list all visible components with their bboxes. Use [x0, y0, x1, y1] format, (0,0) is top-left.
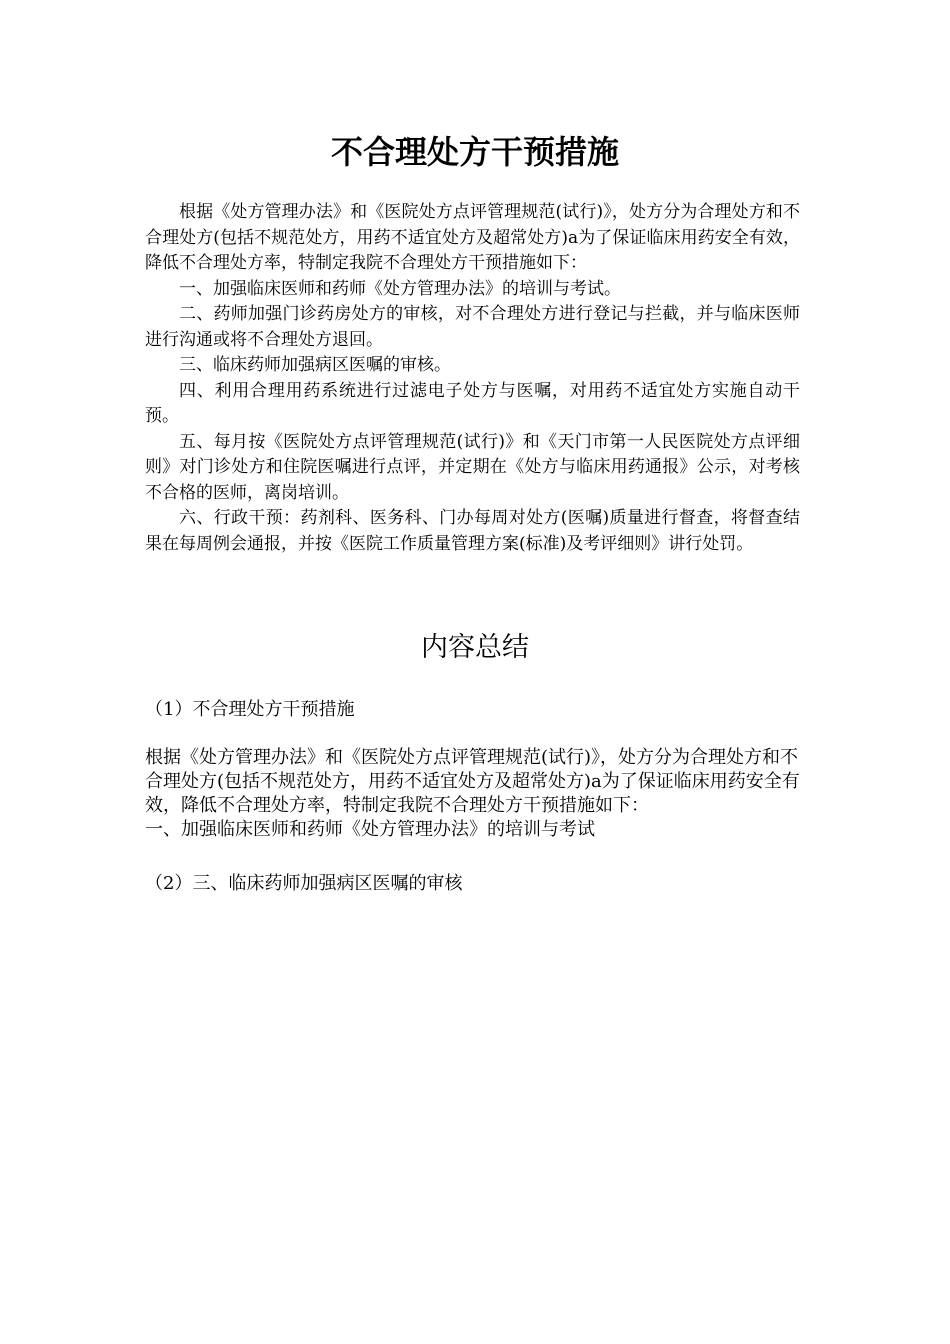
- summary-title: 内容总结: [421, 632, 529, 663]
- document-body: [145, 200, 800, 557]
- measure-paragraph-4: 四、利用合理用药系统进行过滤电子处方与医嘱，对用药不适宜处方实施自动干预。: [145, 380, 800, 426]
- summary-text-line-1: 根据《处方管理办法》和《医院处方点评管理规范(试行)》，处方分为合理处方和不合理处方(包括不规范处方，用药不适宜处方及超常处方)a为了保证临床用药安全有效，降低不合理处方率，特制定我院不合理处方干预措施如下：: [145, 747, 800, 816]
- measure-paragraph-6: 六、行政干预：药剂科、医务科、门办每周对处方(医嘱)质量进行督查，将督查结果在每周例会通报，并按《医院工作质量管理方案(标准)及考评细则》讲行处罚。: [145, 508, 800, 554]
- summary-item-2: [145, 872, 805, 896]
- summary-item-2-text: （2）三、临床药师加强病区医嘱的审核: [145, 873, 463, 894]
- measure-paragraph-2: 二、药师加强门诊药房处方的审核，对不合理处方进行登记与拦截，并与临床医师进行沟通或将不合理处方退回。: [145, 304, 800, 350]
- summary-item-1-text: （1）不合理处方干预措施: [145, 699, 355, 720]
- summary-text-line-2: 一、加强临床医师和药师《处方管理办法》的培训与考试: [145, 819, 595, 840]
- summary-text: [145, 746, 805, 842]
- measure-paragraph-3: 三、临床药师加强病区医嘱的审核。: [179, 355, 451, 375]
- measure-paragraph-1: 一、加强临床医师和药师《处方管理办法》的培训与考试。: [179, 278, 621, 299]
- document-title: 不合理处方干预措施: [330, 133, 619, 171]
- intro-paragraph: 根据《处方管理办法》和《医院处方点评管理规范(试行)》，处方分为合理处方和不合理处方(包括不规范处方，用药不适宜处方及超常处方)a为了保证临床用药安全有效，降低不合理处方率，特制定我院不合理处方干预措施如下：: [145, 202, 800, 273]
- measure-paragraph-5: 五、每月按《医院处方点评管理规范(试行)》和《天门市第一人民医院处方点评细则》对门诊处方和住院医嘱进行点评，并定期在《处方与临床用药通报》公示，对考核不合格的医师，离岗培训。: [145, 431, 800, 503]
- summary-item-1: [145, 698, 805, 722]
